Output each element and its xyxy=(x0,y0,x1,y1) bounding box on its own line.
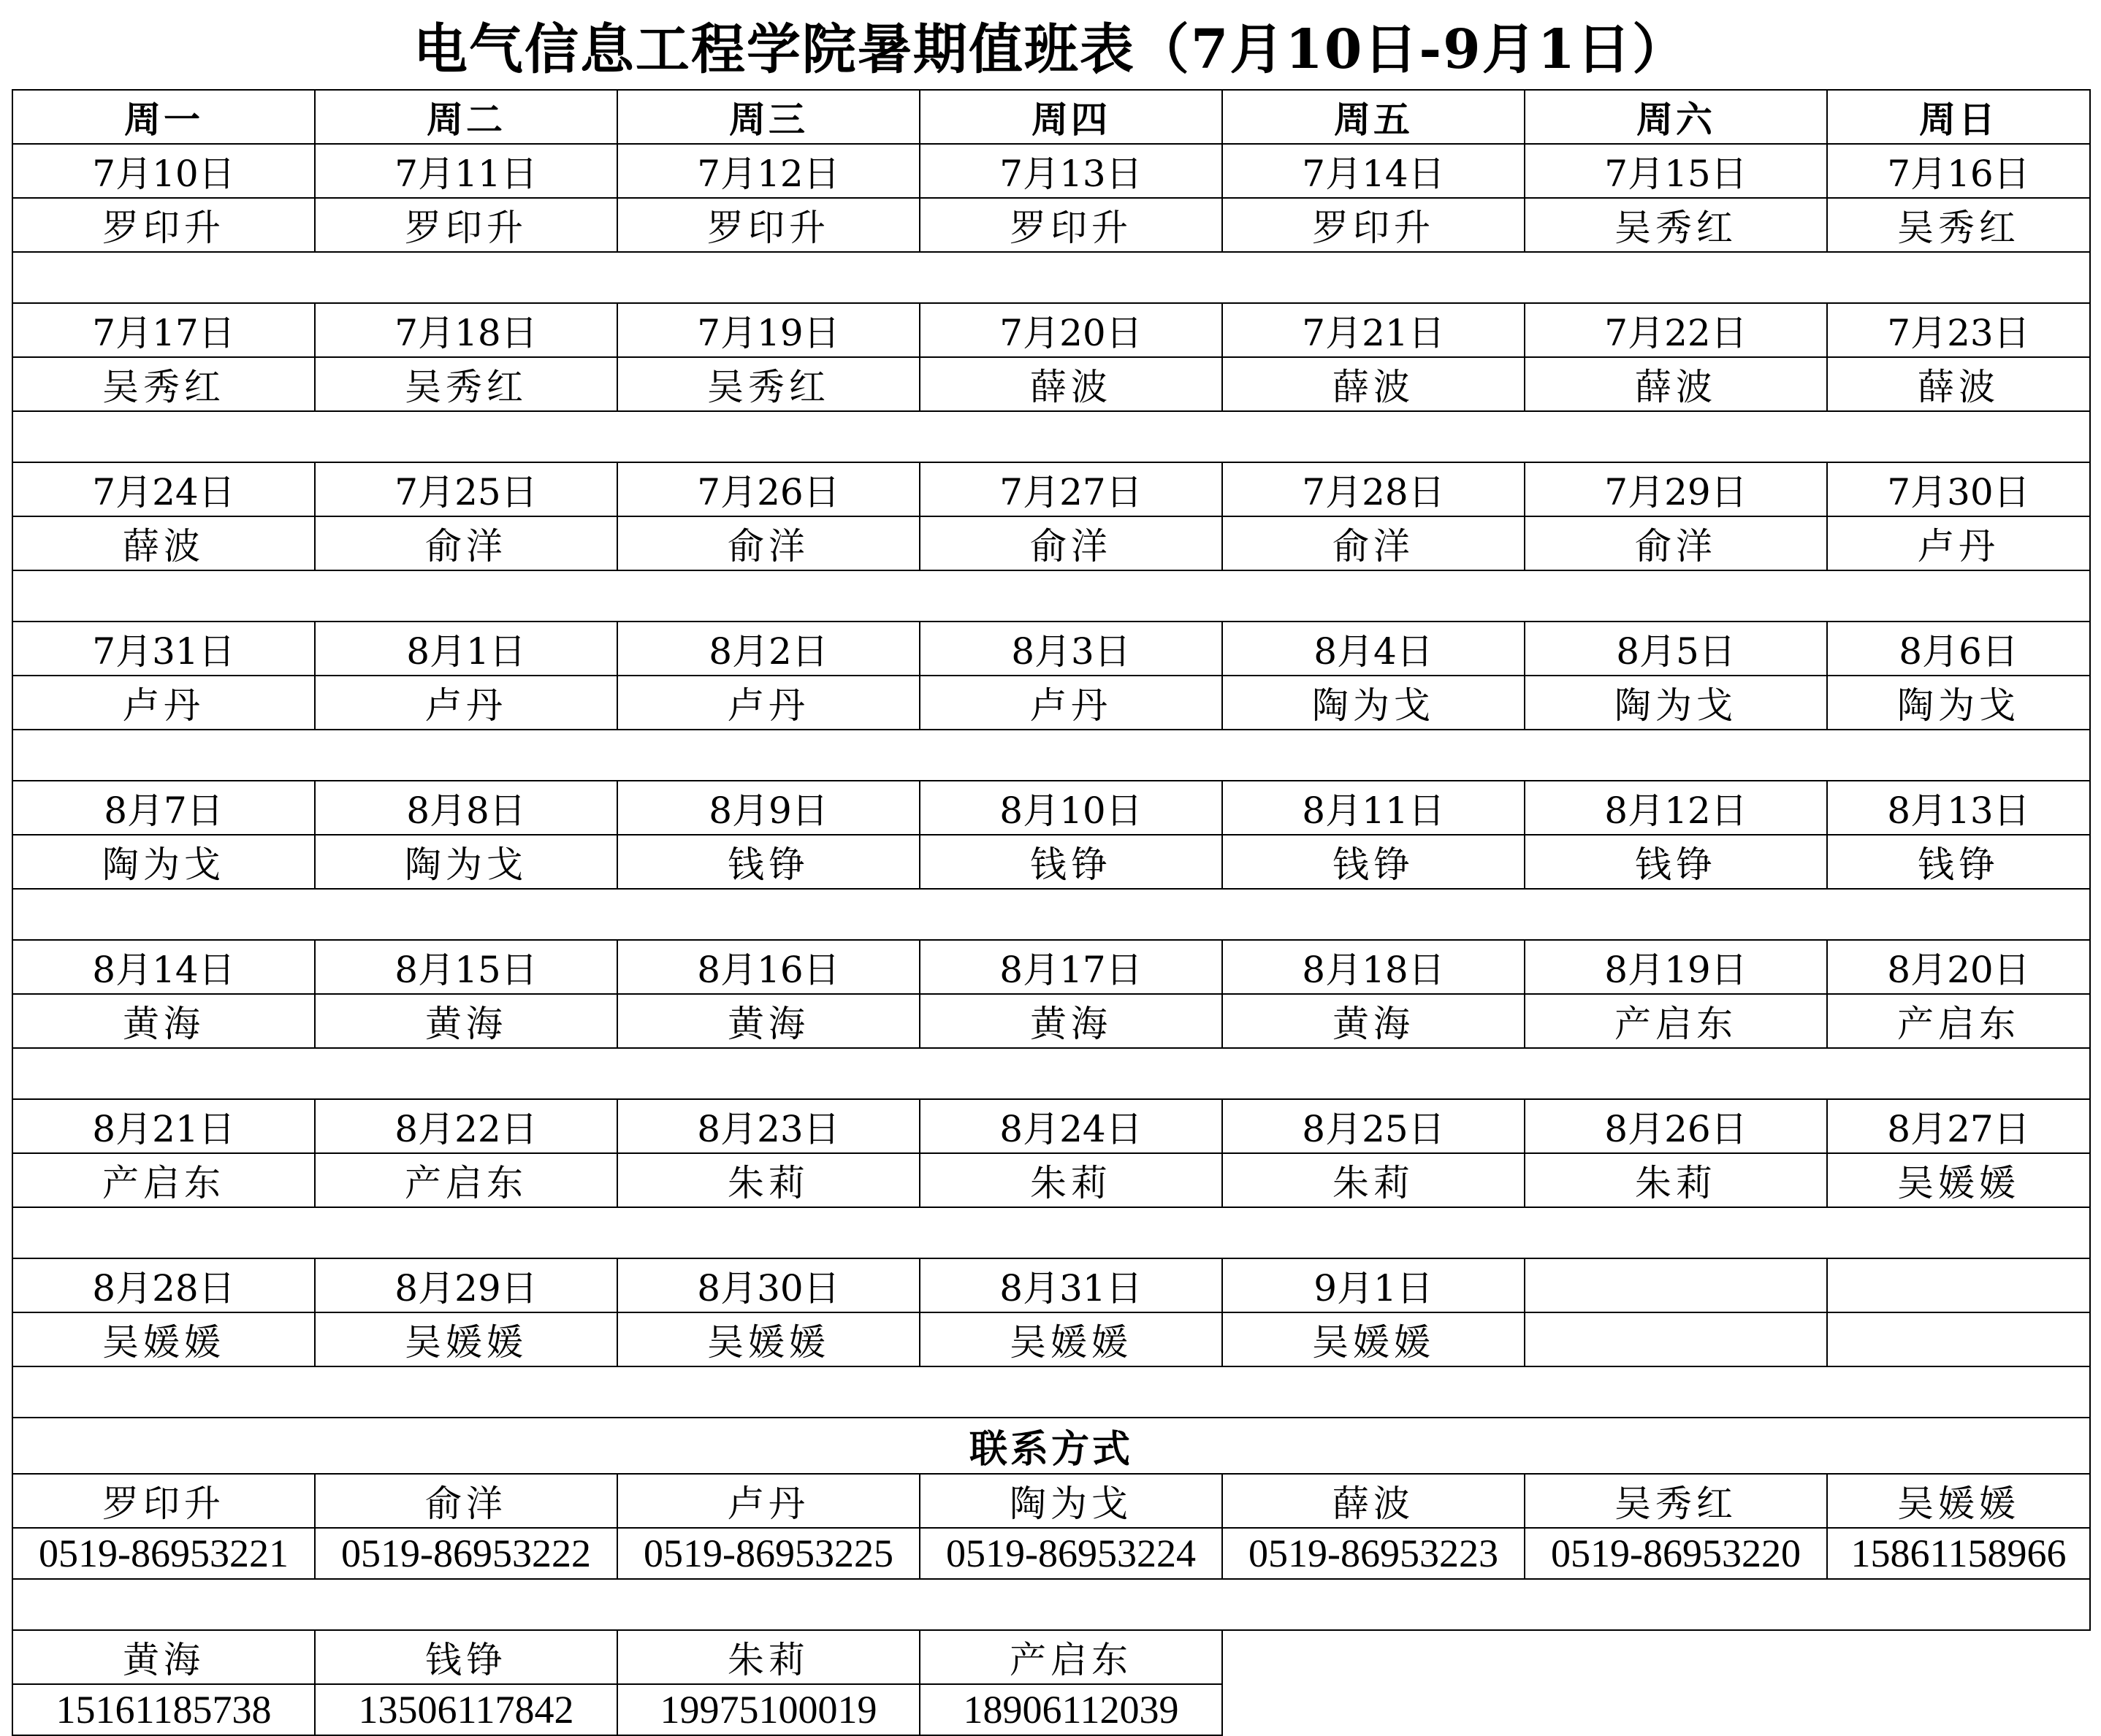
duty-name-cell: 朱莉 xyxy=(1525,1153,1827,1207)
duty-name-row xyxy=(12,516,2090,570)
duty-name-cell: 吴秀红 xyxy=(12,357,315,411)
duty-name-cell: 薛波 xyxy=(920,357,1222,411)
contact-phone: 0519-86953225 xyxy=(617,1528,920,1579)
duty-name-cell: 薛波 xyxy=(1525,357,1827,411)
weekday-header: 周二 xyxy=(315,90,617,144)
date-cell: 8月5日 xyxy=(1525,622,1827,676)
duty-name-cell: 朱莉 xyxy=(617,1153,920,1207)
duty-name-row xyxy=(12,357,2090,411)
date-cell: 7月11日 xyxy=(315,144,617,198)
duty-name-cell: 吴秀红 xyxy=(1525,198,1827,252)
duty-name-cell xyxy=(1525,1312,1827,1366)
spacer-row xyxy=(12,1579,2090,1630)
duty-name-cell: 罗印升 xyxy=(315,198,617,252)
duty-name-cell: 钱铮 xyxy=(1222,835,1525,889)
duty-name-cell: 吴媛媛 xyxy=(1222,1312,1525,1366)
date-cell: 8月17日 xyxy=(920,940,1222,994)
date-cell: 7月22日 xyxy=(1525,303,1827,357)
date-row xyxy=(12,940,2090,994)
duty-name-cell: 薛波 xyxy=(1827,357,2090,411)
date-cell: 7月18日 xyxy=(315,303,617,357)
contact-name: 黄海 xyxy=(12,1630,315,1684)
date-cell: 8月26日 xyxy=(1525,1099,1827,1153)
spacer-cell xyxy=(12,411,2090,462)
date-cell: 8月3日 xyxy=(920,622,1222,676)
spacer-cell xyxy=(12,252,2090,303)
duty-name-cell: 黄海 xyxy=(12,994,315,1048)
duty-name-cell: 产启东 xyxy=(12,1153,315,1207)
date-cell: 8月21日 xyxy=(12,1099,315,1153)
date-cell: 8月23日 xyxy=(617,1099,920,1153)
spacer-row xyxy=(12,889,2090,940)
duty-name-cell: 陶为戈 xyxy=(1827,676,2090,730)
contact-name: 俞洋 xyxy=(315,1474,617,1528)
duty-name-cell: 陶为戈 xyxy=(315,835,617,889)
duty-name-cell: 卢丹 xyxy=(12,676,315,730)
duty-name-row xyxy=(12,1153,2090,1207)
weekday-header: 周日 xyxy=(1827,90,2090,144)
date-row xyxy=(12,622,2090,676)
weekday-header: 周三 xyxy=(617,90,920,144)
duty-name-cell: 产启东 xyxy=(315,1153,617,1207)
date-cell: 7月25日 xyxy=(315,462,617,516)
duty-name-cell: 吴秀红 xyxy=(1827,198,2090,252)
date-cell: 8月25日 xyxy=(1222,1099,1525,1153)
duty-name-cell: 俞洋 xyxy=(315,516,617,570)
contact-title-row xyxy=(12,1418,2090,1474)
duty-name-cell: 吴媛媛 xyxy=(1827,1153,2090,1207)
date-cell: 9月1日 xyxy=(1222,1258,1525,1312)
spacer-row xyxy=(12,1048,2090,1099)
date-row xyxy=(12,1099,2090,1153)
duty-name-cell: 吴媛媛 xyxy=(617,1312,920,1366)
duty-name-cell: 吴秀红 xyxy=(315,357,617,411)
spacer-cell xyxy=(12,1579,2090,1630)
contact-phone: 0519-86953222 xyxy=(315,1528,617,1579)
duty-name-cell: 钱铮 xyxy=(920,835,1222,889)
date-row xyxy=(12,144,2090,198)
date-cell: 8月15日 xyxy=(315,940,617,994)
date-cell: 7月15日 xyxy=(1525,144,1827,198)
spacer-cell xyxy=(12,730,2090,781)
date-cell: 7月13日 xyxy=(920,144,1222,198)
date-row xyxy=(12,1258,2090,1312)
date-row xyxy=(12,303,2090,357)
date-cell: 8月20日 xyxy=(1827,940,2090,994)
date-cell: 8月29日 xyxy=(315,1258,617,1312)
date-cell: 7月14日 xyxy=(1222,144,1525,198)
date-cell: 8月1日 xyxy=(315,622,617,676)
contact-phone: 0519-86953220 xyxy=(1525,1528,1827,1579)
duty-name-cell: 黄海 xyxy=(617,994,920,1048)
date-cell: 7月29日 xyxy=(1525,462,1827,516)
spacer-row xyxy=(12,1366,2090,1418)
date-cell: 8月30日 xyxy=(617,1258,920,1312)
duty-name-cell: 卢丹 xyxy=(617,676,920,730)
duty-name-cell: 钱铮 xyxy=(1827,835,2090,889)
spacer-cell xyxy=(12,570,2090,622)
contact-name-row xyxy=(12,1630,2090,1684)
duty-name-cell: 朱莉 xyxy=(1222,1153,1525,1207)
date-cell: 7月24日 xyxy=(12,462,315,516)
date-cell: 8月16日 xyxy=(617,940,920,994)
contact-phone: 15161185738 xyxy=(12,1684,315,1735)
date-cell: 8月31日 xyxy=(920,1258,1222,1312)
date-cell: 8月27日 xyxy=(1827,1099,2090,1153)
date-row xyxy=(12,462,2090,516)
date-cell: 7月10日 xyxy=(12,144,315,198)
date-row xyxy=(12,781,2090,835)
duty-name-cell: 钱铮 xyxy=(617,835,920,889)
date-cell: 7月31日 xyxy=(12,622,315,676)
spacer-row xyxy=(12,411,2090,462)
duty-name-row xyxy=(12,994,2090,1048)
contact-title: 联系方式 xyxy=(12,1418,2090,1474)
date-cell: 8月7日 xyxy=(12,781,315,835)
duty-name-cell: 朱莉 xyxy=(920,1153,1222,1207)
date-cell: 7月23日 xyxy=(1827,303,2090,357)
contact-name: 罗印升 xyxy=(12,1474,315,1528)
duty-name-cell: 产启东 xyxy=(1525,994,1827,1048)
weekday-header: 周四 xyxy=(920,90,1222,144)
duty-name-cell: 陶为戈 xyxy=(12,835,315,889)
date-cell: 7月28日 xyxy=(1222,462,1525,516)
page-title: 电气信息工程学院暑期值班表（7月10日-9月1日） xyxy=(413,18,1688,81)
duty-name-cell: 黄海 xyxy=(315,994,617,1048)
contact-name-row xyxy=(12,1474,2090,1528)
date-cell: 8月2日 xyxy=(617,622,920,676)
date-cell: 7月19日 xyxy=(617,303,920,357)
duty-name-cell: 吴媛媛 xyxy=(920,1312,1222,1366)
spacer-cell xyxy=(12,1207,2090,1258)
date-cell: 7月17日 xyxy=(12,303,315,357)
duty-name-cell: 罗印升 xyxy=(12,198,315,252)
duty-name-cell: 吴媛媛 xyxy=(315,1312,617,1366)
spacer-cell xyxy=(12,1366,2090,1418)
duty-name-row xyxy=(12,1312,2090,1366)
duty-name-cell: 俞洋 xyxy=(1222,516,1525,570)
date-cell xyxy=(1525,1258,1827,1312)
weekday-header: 周五 xyxy=(1222,90,1525,144)
duty-name-cell: 卢丹 xyxy=(1827,516,2090,570)
empty-area xyxy=(1222,1630,2090,1735)
duty-name-cell: 产启东 xyxy=(1827,994,2090,1048)
contact-name: 朱莉 xyxy=(617,1630,920,1684)
duty-name-cell: 罗印升 xyxy=(617,198,920,252)
date-cell: 8月13日 xyxy=(1827,781,2090,835)
date-cell: 7月16日 xyxy=(1827,144,2090,198)
duty-name-cell: 陶为戈 xyxy=(1525,676,1827,730)
duty-name-cell: 薛波 xyxy=(12,516,315,570)
duty-name-cell: 钱铮 xyxy=(1525,835,1827,889)
duty-name-cell: 吴秀红 xyxy=(617,357,920,411)
contact-name: 产启东 xyxy=(920,1630,1222,1684)
contact-phone: 19975100019 xyxy=(617,1684,920,1735)
duty-schedule-table xyxy=(12,89,2091,1736)
date-cell: 8月18日 xyxy=(1222,940,1525,994)
contact-phone: 0519-86953221 xyxy=(12,1528,315,1579)
contact-phone: 13506117842 xyxy=(315,1684,617,1735)
contact-name: 卢丹 xyxy=(617,1474,920,1528)
weekday-header: 周一 xyxy=(12,90,315,144)
duty-schedule-body xyxy=(12,90,2090,1735)
date-cell: 7月30日 xyxy=(1827,462,2090,516)
spacer-row xyxy=(12,1207,2090,1258)
duty-name-cell: 罗印升 xyxy=(920,198,1222,252)
contact-name: 陶为戈 xyxy=(920,1474,1222,1528)
contact-phone: 0519-86953223 xyxy=(1222,1528,1525,1579)
contact-name: 吴秀红 xyxy=(1525,1474,1827,1528)
duty-name-cell: 黄海 xyxy=(920,994,1222,1048)
date-cell: 8月14日 xyxy=(12,940,315,994)
spacer-cell xyxy=(12,1048,2090,1099)
date-cell: 7月20日 xyxy=(920,303,1222,357)
date-cell: 7月12日 xyxy=(617,144,920,198)
spacer-row xyxy=(12,730,2090,781)
contact-phone: 18906112039 xyxy=(920,1684,1222,1735)
date-cell: 8月8日 xyxy=(315,781,617,835)
date-cell: 8月19日 xyxy=(1525,940,1827,994)
duty-name-cell: 薛波 xyxy=(1222,357,1525,411)
date-cell: 8月12日 xyxy=(1525,781,1827,835)
duty-name-cell: 卢丹 xyxy=(920,676,1222,730)
contact-phone: 15861158966 xyxy=(1827,1528,2090,1579)
spacer-row xyxy=(12,252,2090,303)
duty-name-cell: 黄海 xyxy=(1222,994,1525,1048)
date-cell: 8月9日 xyxy=(617,781,920,835)
contact-phone-row xyxy=(12,1528,2090,1579)
spacer-row xyxy=(12,570,2090,622)
date-cell: 8月10日 xyxy=(920,781,1222,835)
duty-name-cell xyxy=(1827,1312,2090,1366)
contact-name: 薛波 xyxy=(1222,1474,1525,1528)
date-cell: 7月26日 xyxy=(617,462,920,516)
duty-name-row xyxy=(12,676,2090,730)
date-cell: 8月24日 xyxy=(920,1099,1222,1153)
weekday-header-row xyxy=(12,90,2090,144)
duty-name-cell: 俞洋 xyxy=(1525,516,1827,570)
weekday-header: 周六 xyxy=(1525,90,1827,144)
contact-name: 吴媛媛 xyxy=(1827,1474,2090,1528)
duty-name-cell: 吴媛媛 xyxy=(12,1312,315,1366)
date-cell: 8月6日 xyxy=(1827,622,2090,676)
duty-name-cell: 罗印升 xyxy=(1222,198,1525,252)
duty-name-cell: 俞洋 xyxy=(920,516,1222,570)
duty-name-row xyxy=(12,198,2090,252)
date-cell: 8月4日 xyxy=(1222,622,1525,676)
duty-name-cell: 俞洋 xyxy=(617,516,920,570)
duty-name-cell: 卢丹 xyxy=(315,676,617,730)
date-cell: 7月27日 xyxy=(920,462,1222,516)
duty-name-cell: 陶为戈 xyxy=(1222,676,1525,730)
date-cell: 8月28日 xyxy=(12,1258,315,1312)
date-cell xyxy=(1827,1258,2090,1312)
contact-phone: 0519-86953224 xyxy=(920,1528,1222,1579)
spacer-cell xyxy=(12,889,2090,940)
date-cell: 7月21日 xyxy=(1222,303,1525,357)
date-cell: 8月22日 xyxy=(315,1099,617,1153)
duty-name-row xyxy=(12,835,2090,889)
date-cell: 8月11日 xyxy=(1222,781,1525,835)
contact-name: 钱铮 xyxy=(315,1630,617,1684)
